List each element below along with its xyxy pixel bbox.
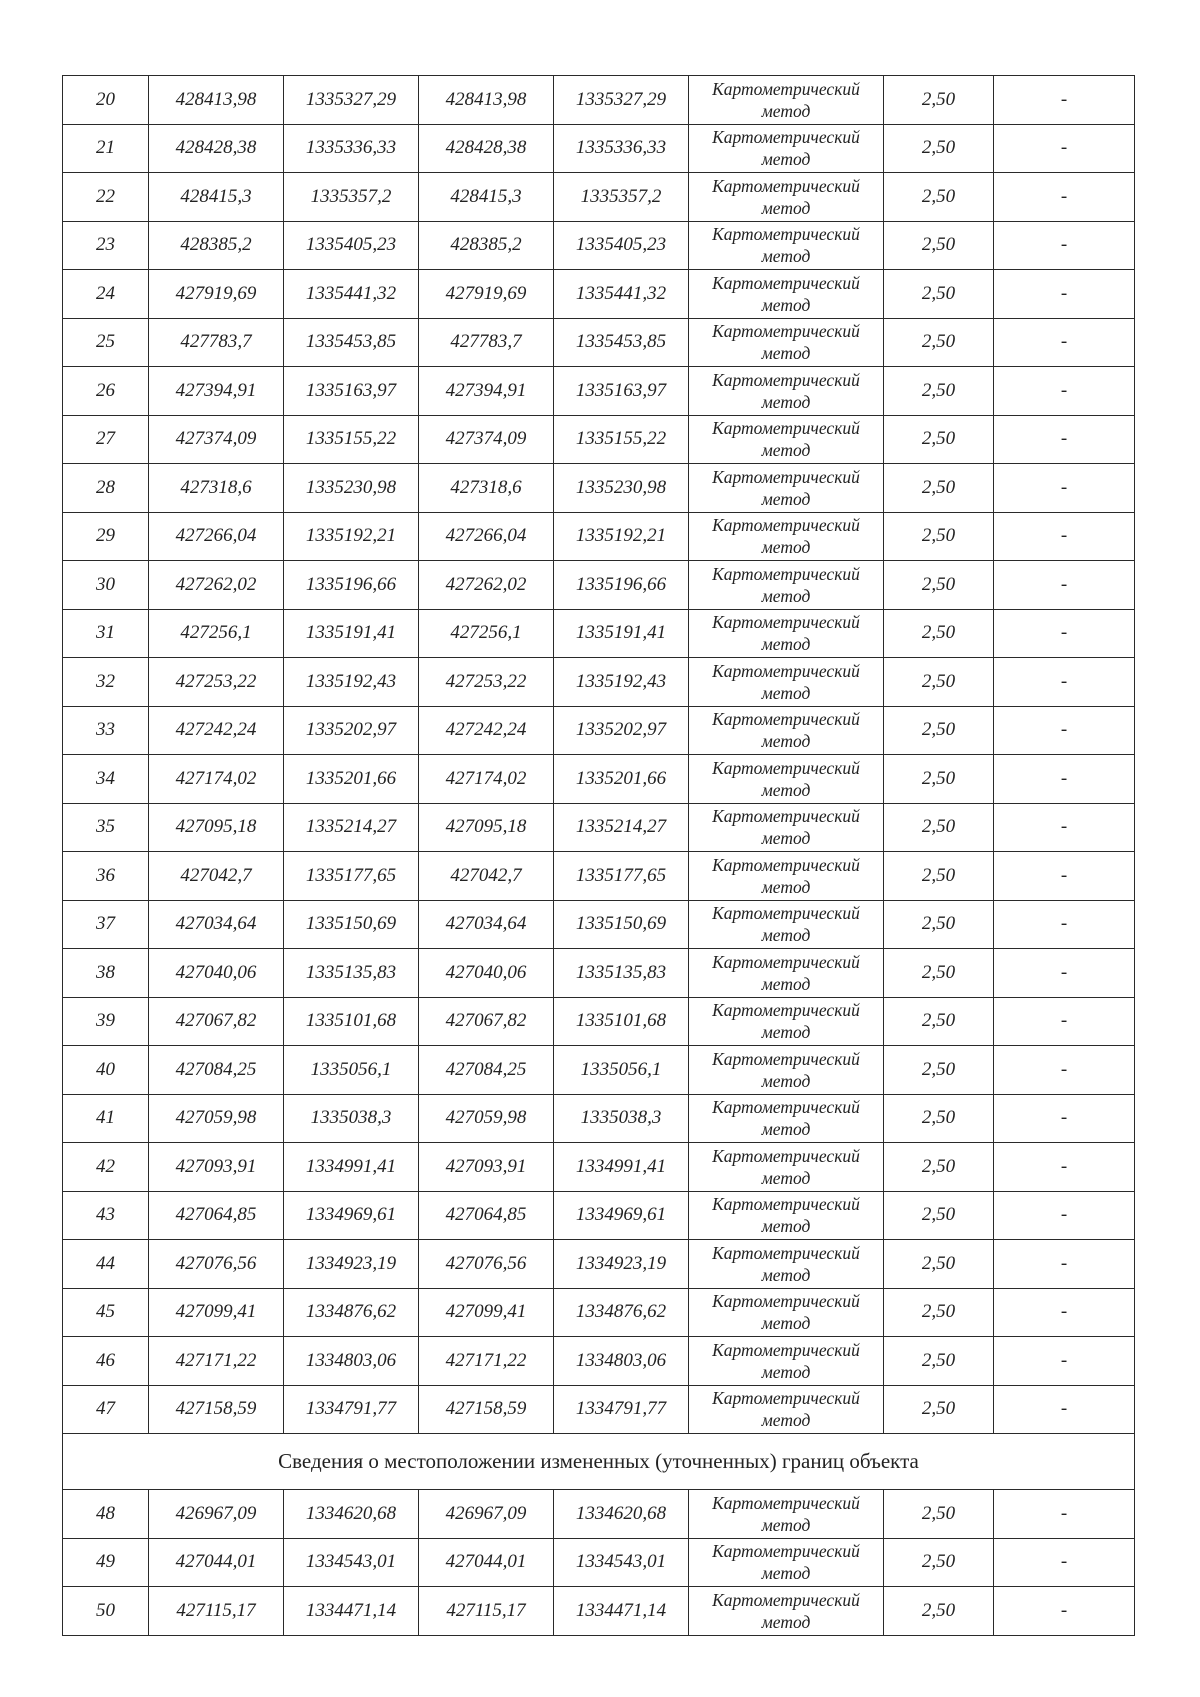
x-new-cell: 427040,06	[419, 949, 554, 998]
note-cell: -	[994, 415, 1135, 464]
method-cell: Картометрический метод	[689, 561, 884, 610]
table-row	[63, 1538, 1135, 1587]
y-new-cell: 1334543,01	[554, 1538, 689, 1587]
y-new-cell: 1335056,1	[554, 1046, 689, 1095]
method-cell: Картометрический метод	[689, 270, 884, 319]
table-row	[63, 803, 1135, 852]
accuracy-cell: 2,50	[884, 1143, 994, 1192]
note-cell: -	[994, 997, 1135, 1046]
x-new-cell: 427067,82	[419, 997, 554, 1046]
accuracy-cell: 2,50	[884, 1094, 994, 1143]
table-row	[63, 318, 1135, 367]
point-number-cell: 21	[63, 124, 149, 173]
y-new-cell: 1335327,29	[554, 76, 689, 125]
x-new-cell: 427095,18	[419, 803, 554, 852]
note-cell: -	[994, 803, 1135, 852]
y-new-cell: 1334923,19	[554, 1240, 689, 1289]
note-cell: -	[994, 852, 1135, 901]
x-new-cell: 427262,02	[419, 561, 554, 610]
x-new-cell: 427158,59	[419, 1385, 554, 1434]
y-existing-cell: 1335155,22	[284, 415, 419, 464]
method-cell: Картометрический метод	[689, 1337, 884, 1386]
x-new-cell: 427059,98	[419, 1094, 554, 1143]
x-existing-cell: 427076,56	[149, 1240, 284, 1289]
note-cell: -	[994, 1094, 1135, 1143]
x-existing-cell: 427084,25	[149, 1046, 284, 1095]
method-cell: Картометрический метод	[689, 803, 884, 852]
note-cell: -	[994, 512, 1135, 561]
y-existing-cell: 1335453,85	[284, 318, 419, 367]
method-cell: Картометрический метод	[689, 1490, 884, 1539]
point-number-cell: 24	[63, 270, 149, 319]
x-existing-cell: 427115,17	[149, 1587, 284, 1636]
method-cell: Картометрический метод	[689, 1240, 884, 1289]
x-existing-cell: 427253,22	[149, 658, 284, 707]
x-new-cell: 427044,01	[419, 1538, 554, 1587]
accuracy-cell: 2,50	[884, 658, 994, 707]
note-cell: -	[994, 1288, 1135, 1337]
y-new-cell: 1335196,66	[554, 561, 689, 610]
y-new-cell: 1335155,22	[554, 415, 689, 464]
x-new-cell: 428428,38	[419, 124, 554, 173]
y-existing-cell: 1335150,69	[284, 900, 419, 949]
note-cell: -	[994, 1337, 1135, 1386]
point-number-cell: 23	[63, 221, 149, 270]
table-body-top	[63, 76, 1135, 1434]
y-existing-cell: 1335135,83	[284, 949, 419, 998]
y-existing-cell: 1335163,97	[284, 367, 419, 416]
point-number-cell: 27	[63, 415, 149, 464]
accuracy-cell: 2,50	[884, 1587, 994, 1636]
x-existing-cell: 427095,18	[149, 803, 284, 852]
y-existing-cell: 1335441,32	[284, 270, 419, 319]
note-cell: -	[994, 1385, 1135, 1434]
accuracy-cell: 2,50	[884, 367, 994, 416]
note-cell: -	[994, 609, 1135, 658]
x-new-cell: 427783,7	[419, 318, 554, 367]
table-row	[63, 415, 1135, 464]
point-number-cell: 49	[63, 1538, 149, 1587]
x-existing-cell: 427394,91	[149, 367, 284, 416]
table-body-bottom	[63, 1490, 1135, 1636]
x-new-cell: 427394,91	[419, 367, 554, 416]
note-cell: -	[994, 1240, 1135, 1289]
x-new-cell: 427042,7	[419, 852, 554, 901]
point-number-cell: 46	[63, 1337, 149, 1386]
x-existing-cell: 428428,38	[149, 124, 284, 173]
y-new-cell: 1334991,41	[554, 1143, 689, 1192]
method-cell: Картометрический метод	[689, 658, 884, 707]
y-existing-cell: 1334791,77	[284, 1385, 419, 1434]
point-number-cell: 33	[63, 706, 149, 755]
point-number-cell: 38	[63, 949, 149, 998]
method-cell: Картометрический метод	[689, 173, 884, 222]
x-existing-cell: 426967,09	[149, 1490, 284, 1539]
x-new-cell: 427919,69	[419, 270, 554, 319]
point-number-cell: 35	[63, 803, 149, 852]
y-new-cell: 1335357,2	[554, 173, 689, 222]
y-existing-cell: 1335327,29	[284, 76, 419, 125]
table-row	[63, 367, 1135, 416]
y-new-cell: 1335191,41	[554, 609, 689, 658]
x-new-cell: 427253,22	[419, 658, 554, 707]
accuracy-cell: 2,50	[884, 221, 994, 270]
accuracy-cell: 2,50	[884, 755, 994, 804]
y-existing-cell: 1334969,61	[284, 1191, 419, 1240]
point-number-cell: 31	[63, 609, 149, 658]
table-row	[63, 124, 1135, 173]
table-row	[63, 221, 1135, 270]
x-existing-cell: 427374,09	[149, 415, 284, 464]
accuracy-cell: 2,50	[884, 318, 994, 367]
accuracy-cell: 2,50	[884, 900, 994, 949]
x-new-cell: 428385,2	[419, 221, 554, 270]
table-row	[63, 1385, 1135, 1434]
y-existing-cell: 1335177,65	[284, 852, 419, 901]
point-number-cell: 28	[63, 464, 149, 513]
y-new-cell: 1335163,97	[554, 367, 689, 416]
y-existing-cell: 1335101,68	[284, 997, 419, 1046]
method-cell: Картометрический метод	[689, 1587, 884, 1636]
note-cell: -	[994, 949, 1135, 998]
table-row	[63, 1337, 1135, 1386]
section-heading: Сведения о местоположении измененных (уточненных) границ объекта	[63, 1434, 1135, 1490]
method-cell: Картометрический метод	[689, 997, 884, 1046]
point-number-cell: 36	[63, 852, 149, 901]
accuracy-cell: 2,50	[884, 1240, 994, 1289]
x-existing-cell: 427044,01	[149, 1538, 284, 1587]
point-number-cell: 48	[63, 1490, 149, 1539]
note-cell: -	[994, 367, 1135, 416]
table-row	[63, 658, 1135, 707]
accuracy-cell: 2,50	[884, 997, 994, 1046]
y-new-cell: 1335214,27	[554, 803, 689, 852]
note-cell: -	[994, 1191, 1135, 1240]
method-cell: Картометрический метод	[689, 1046, 884, 1095]
accuracy-cell: 2,50	[884, 1385, 994, 1434]
method-cell: Картометрический метод	[689, 76, 884, 125]
table-row	[63, 512, 1135, 561]
accuracy-cell: 2,50	[884, 415, 994, 464]
y-new-cell: 1335038,3	[554, 1094, 689, 1143]
table-row	[63, 609, 1135, 658]
y-existing-cell: 1335201,66	[284, 755, 419, 804]
table-row	[63, 1587, 1135, 1636]
note-cell: -	[994, 76, 1135, 125]
y-new-cell: 1334620,68	[554, 1490, 689, 1539]
table-row	[63, 900, 1135, 949]
x-existing-cell: 427783,7	[149, 318, 284, 367]
method-cell: Картометрический метод	[689, 900, 884, 949]
x-existing-cell: 427256,1	[149, 609, 284, 658]
point-number-cell: 22	[63, 173, 149, 222]
x-existing-cell: 427262,02	[149, 561, 284, 610]
x-existing-cell: 427042,7	[149, 852, 284, 901]
y-existing-cell: 1334543,01	[284, 1538, 419, 1587]
x-new-cell: 427099,41	[419, 1288, 554, 1337]
table-row	[63, 1143, 1135, 1192]
table-row	[63, 1288, 1135, 1337]
y-existing-cell: 1335336,33	[284, 124, 419, 173]
y-existing-cell: 1335202,97	[284, 706, 419, 755]
x-existing-cell: 428415,3	[149, 173, 284, 222]
table-row	[63, 755, 1135, 804]
accuracy-cell: 2,50	[884, 173, 994, 222]
point-number-cell: 40	[63, 1046, 149, 1095]
point-number-cell: 39	[63, 997, 149, 1046]
y-existing-cell: 1334991,41	[284, 1143, 419, 1192]
method-cell: Картометрический метод	[689, 1094, 884, 1143]
table-row	[63, 1046, 1135, 1095]
table-row	[63, 1191, 1135, 1240]
x-new-cell: 428415,3	[419, 173, 554, 222]
method-cell: Картометрический метод	[689, 415, 884, 464]
method-cell: Картометрический метод	[689, 1288, 884, 1337]
x-new-cell: 427174,02	[419, 755, 554, 804]
x-existing-cell: 427059,98	[149, 1094, 284, 1143]
note-cell: -	[994, 173, 1135, 222]
x-existing-cell: 427318,6	[149, 464, 284, 513]
method-cell: Картометрический метод	[689, 609, 884, 658]
y-new-cell: 1335441,32	[554, 270, 689, 319]
x-existing-cell: 427040,06	[149, 949, 284, 998]
y-existing-cell: 1335230,98	[284, 464, 419, 513]
accuracy-cell: 2,50	[884, 1538, 994, 1587]
note-cell: -	[994, 755, 1135, 804]
x-new-cell: 427374,09	[419, 415, 554, 464]
y-existing-cell: 1335038,3	[284, 1094, 419, 1143]
note-cell: -	[994, 464, 1135, 513]
accuracy-cell: 2,50	[884, 270, 994, 319]
y-existing-cell: 1335405,23	[284, 221, 419, 270]
point-number-cell: 26	[63, 367, 149, 416]
accuracy-cell: 2,50	[884, 1046, 994, 1095]
table-row	[63, 706, 1135, 755]
note-cell: -	[994, 1046, 1135, 1095]
y-new-cell: 1335101,68	[554, 997, 689, 1046]
x-existing-cell: 427099,41	[149, 1288, 284, 1337]
method-cell: Картометрический метод	[689, 949, 884, 998]
y-new-cell: 1335453,85	[554, 318, 689, 367]
x-new-cell: 427084,25	[419, 1046, 554, 1095]
x-existing-cell: 427034,64	[149, 900, 284, 949]
coordinates-table	[62, 75, 1135, 1636]
table-body-section	[63, 1434, 1135, 1490]
y-new-cell: 1334791,77	[554, 1385, 689, 1434]
point-number-cell: 42	[63, 1143, 149, 1192]
note-cell: -	[994, 1490, 1135, 1539]
point-number-cell: 41	[63, 1094, 149, 1143]
y-new-cell: 1335192,21	[554, 512, 689, 561]
y-new-cell: 1335202,97	[554, 706, 689, 755]
method-cell: Картометрический метод	[689, 1385, 884, 1434]
accuracy-cell: 2,50	[884, 852, 994, 901]
y-existing-cell: 1335196,66	[284, 561, 419, 610]
x-existing-cell: 427158,59	[149, 1385, 284, 1434]
x-new-cell: 428413,98	[419, 76, 554, 125]
point-number-cell: 44	[63, 1240, 149, 1289]
y-new-cell: 1335192,43	[554, 658, 689, 707]
y-new-cell: 1334969,61	[554, 1191, 689, 1240]
table-row	[63, 852, 1135, 901]
y-new-cell: 1335135,83	[554, 949, 689, 998]
method-cell: Картометрический метод	[689, 755, 884, 804]
note-cell: -	[994, 318, 1135, 367]
y-existing-cell: 1335192,21	[284, 512, 419, 561]
table-row	[63, 173, 1135, 222]
method-cell: Картометрический метод	[689, 124, 884, 173]
accuracy-cell: 2,50	[884, 512, 994, 561]
x-new-cell: 427034,64	[419, 900, 554, 949]
y-new-cell: 1335201,66	[554, 755, 689, 804]
accuracy-cell: 2,50	[884, 561, 994, 610]
y-new-cell: 1335405,23	[554, 221, 689, 270]
x-existing-cell: 427242,24	[149, 706, 284, 755]
method-cell: Картометрический метод	[689, 852, 884, 901]
method-cell: Картометрический метод	[689, 221, 884, 270]
accuracy-cell: 2,50	[884, 1337, 994, 1386]
method-cell: Картометрический метод	[689, 1538, 884, 1587]
note-cell: -	[994, 561, 1135, 610]
y-existing-cell: 1335214,27	[284, 803, 419, 852]
table-row	[63, 949, 1135, 998]
y-new-cell: 1335177,65	[554, 852, 689, 901]
note-cell: -	[994, 270, 1135, 319]
point-number-cell: 30	[63, 561, 149, 610]
note-cell: -	[994, 1143, 1135, 1192]
y-new-cell: 1335230,98	[554, 464, 689, 513]
table-row	[63, 270, 1135, 319]
section-heading-row	[63, 1434, 1135, 1490]
point-number-cell: 37	[63, 900, 149, 949]
y-existing-cell: 1334620,68	[284, 1490, 419, 1539]
y-existing-cell: 1335056,1	[284, 1046, 419, 1095]
point-number-cell: 34	[63, 755, 149, 804]
table-row	[63, 1490, 1135, 1539]
x-existing-cell: 427064,85	[149, 1191, 284, 1240]
x-new-cell: 427064,85	[419, 1191, 554, 1240]
point-number-cell: 43	[63, 1191, 149, 1240]
y-new-cell: 1335336,33	[554, 124, 689, 173]
x-existing-cell: 427171,22	[149, 1337, 284, 1386]
table-row	[63, 997, 1135, 1046]
accuracy-cell: 2,50	[884, 1490, 994, 1539]
y-existing-cell: 1335191,41	[284, 609, 419, 658]
accuracy-cell: 2,50	[884, 706, 994, 755]
note-cell: -	[994, 221, 1135, 270]
y-new-cell: 1335150,69	[554, 900, 689, 949]
y-existing-cell: 1335192,43	[284, 658, 419, 707]
accuracy-cell: 2,50	[884, 1191, 994, 1240]
table-row	[63, 464, 1135, 513]
x-new-cell: 427256,1	[419, 609, 554, 658]
accuracy-cell: 2,50	[884, 609, 994, 658]
note-cell: -	[994, 658, 1135, 707]
note-cell: -	[994, 124, 1135, 173]
table-row	[63, 561, 1135, 610]
table-row	[63, 1094, 1135, 1143]
accuracy-cell: 2,50	[884, 1288, 994, 1337]
method-cell: Картометрический метод	[689, 1191, 884, 1240]
y-new-cell: 1334803,06	[554, 1337, 689, 1386]
y-new-cell: 1334471,14	[554, 1587, 689, 1636]
table-row	[63, 1240, 1135, 1289]
method-cell: Картометрический метод	[689, 512, 884, 561]
method-cell: Картометрический метод	[689, 1143, 884, 1192]
method-cell: Картометрический метод	[689, 318, 884, 367]
accuracy-cell: 2,50	[884, 124, 994, 173]
point-number-cell: 45	[63, 1288, 149, 1337]
x-existing-cell: 427093,91	[149, 1143, 284, 1192]
point-number-cell: 32	[63, 658, 149, 707]
accuracy-cell: 2,50	[884, 464, 994, 513]
x-new-cell: 427093,91	[419, 1143, 554, 1192]
table-row	[63, 76, 1135, 125]
x-existing-cell: 427266,04	[149, 512, 284, 561]
x-existing-cell: 428385,2	[149, 221, 284, 270]
point-number-cell: 29	[63, 512, 149, 561]
x-new-cell: 427242,24	[419, 706, 554, 755]
x-new-cell: 427171,22	[419, 1337, 554, 1386]
point-number-cell: 47	[63, 1385, 149, 1434]
point-number-cell: 25	[63, 318, 149, 367]
x-existing-cell: 427067,82	[149, 997, 284, 1046]
x-existing-cell: 428413,98	[149, 76, 284, 125]
x-new-cell: 427076,56	[419, 1240, 554, 1289]
method-cell: Картометрический метод	[689, 464, 884, 513]
method-cell: Картометрический метод	[689, 367, 884, 416]
accuracy-cell: 2,50	[884, 949, 994, 998]
note-cell: -	[994, 1538, 1135, 1587]
method-cell: Картометрический метод	[689, 706, 884, 755]
x-new-cell: 426967,09	[419, 1490, 554, 1539]
y-existing-cell: 1334876,62	[284, 1288, 419, 1337]
y-existing-cell: 1335357,2	[284, 173, 419, 222]
x-new-cell: 427266,04	[419, 512, 554, 561]
x-existing-cell: 427174,02	[149, 755, 284, 804]
accuracy-cell: 2,50	[884, 76, 994, 125]
y-existing-cell: 1334803,06	[284, 1337, 419, 1386]
accuracy-cell: 2,50	[884, 803, 994, 852]
point-number-cell: 50	[63, 1587, 149, 1636]
note-cell: -	[994, 900, 1135, 949]
y-existing-cell: 1334923,19	[284, 1240, 419, 1289]
x-new-cell: 427115,17	[419, 1587, 554, 1636]
x-new-cell: 427318,6	[419, 464, 554, 513]
point-number-cell: 20	[63, 76, 149, 125]
note-cell: -	[994, 706, 1135, 755]
note-cell: -	[994, 1587, 1135, 1636]
y-existing-cell: 1334471,14	[284, 1587, 419, 1636]
y-new-cell: 1334876,62	[554, 1288, 689, 1337]
x-existing-cell: 427919,69	[149, 270, 284, 319]
